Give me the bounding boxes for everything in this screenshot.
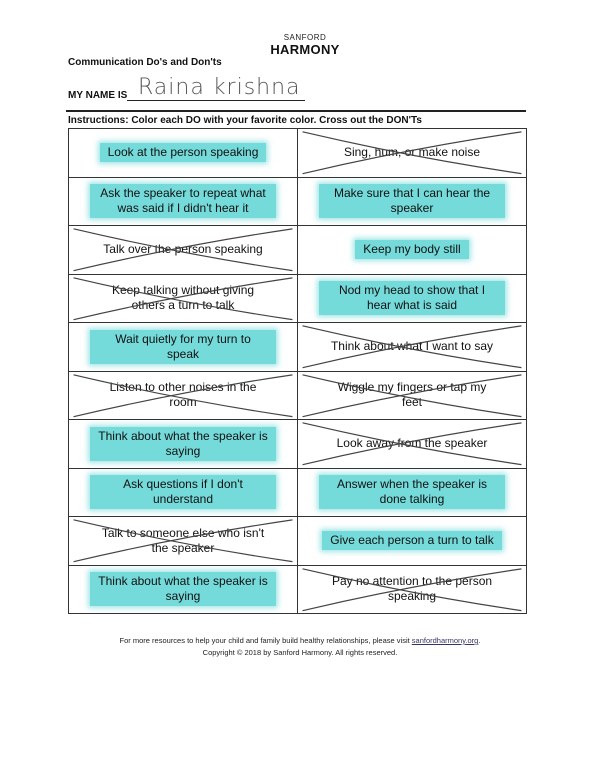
cell-text: Wiggle my fingers or tap my feet [337,380,487,410]
footer-resources [0,636,600,645]
dont-cell[interactable] [69,517,298,565]
do-cell[interactable] [298,226,526,274]
cell-text: Look at the person speaking [100,143,267,162]
do-cell[interactable] [69,420,298,468]
dont-cell[interactable] [69,372,298,420]
table-row [69,566,526,614]
logo-top-text: SANFORD [283,33,327,42]
dont-cell[interactable] [298,129,526,177]
dos-donts-table [68,128,527,614]
cell-text: Think about what the speaker is saying [90,427,276,461]
table-row [69,275,526,324]
cell-text: Nod my head to show that I hear what is said [319,281,505,315]
cell-text: Think about what I want to say [330,339,494,354]
handwritten-name: Raina krishna [138,75,301,100]
cell-text: Talk to someone else who isn't the speaker [101,525,265,555]
table-row [69,469,526,518]
table-row [69,420,526,469]
cell-text: Ask the speaker to repeat what was said if I didn't hear it [90,184,276,218]
cell-text: Keep my body still [355,240,468,259]
cell-text: Talk over the person speaking [103,242,263,257]
worksheet-title: Communication Do's and Don'ts [68,57,222,68]
dont-cell[interactable] [298,566,526,614]
dont-cell[interactable] [298,372,526,420]
logo-main-text: HARMONY [270,42,340,57]
cell-text: Listen to other noises in the room [109,380,257,410]
do-cell[interactable] [298,469,526,517]
do-cell[interactable] [298,178,526,226]
table-row [69,517,526,566]
cell-text: Think about what the speaker is saying [90,572,276,606]
cell-text: Give each person a turn to talk [322,531,501,550]
do-cell[interactable] [69,129,298,177]
table-row [69,178,526,227]
dont-cell[interactable] [298,420,526,468]
footer-period: . [478,636,481,645]
do-cell[interactable] [298,517,526,565]
cell-text: Ask questions if I don't understand [90,475,276,509]
dont-cell[interactable] [69,275,298,323]
table-row [69,323,526,372]
do-cell[interactable] [69,469,298,517]
do-cell[interactable] [69,566,298,614]
cell-text: Sing, hum, or make noise [343,145,481,160]
table-row [69,129,526,178]
name-line [127,100,305,101]
dont-cell[interactable] [298,323,526,371]
cell-text: Make sure that I can hear the speaker [319,184,505,218]
footer-text: For more resources to help your child and family build healthy relationships, please visit [119,636,412,645]
name-label: MY NAME IS [68,90,128,101]
table-row [69,226,526,275]
do-cell[interactable] [69,178,298,226]
do-cell[interactable] [298,275,526,323]
sanfordharmony-link[interactable]: sanfordharmony.org [411,636,479,645]
table-row [69,372,526,421]
cell-text: Look away from the speaker [336,436,488,451]
cell-text: Wait quietly for my turn to speak [90,330,276,364]
divider [66,110,526,112]
sanford-harmony-logo [270,33,340,57]
cell-text: Keep talking without giving others a turn to talk [111,283,255,313]
dont-cell[interactable] [69,226,298,274]
cell-text: Pay no attention to the person speaking [331,574,493,604]
footer-copyright: Copyright © 2018 by Sanford Harmony. All rights reserved. [202,648,398,657]
instructions: Instructions: Color each DO with your favorite color. Cross out the DON'Ts [68,115,422,126]
do-cell[interactable] [69,323,298,371]
cell-text: Answer when the speaker is done talking [319,475,505,509]
